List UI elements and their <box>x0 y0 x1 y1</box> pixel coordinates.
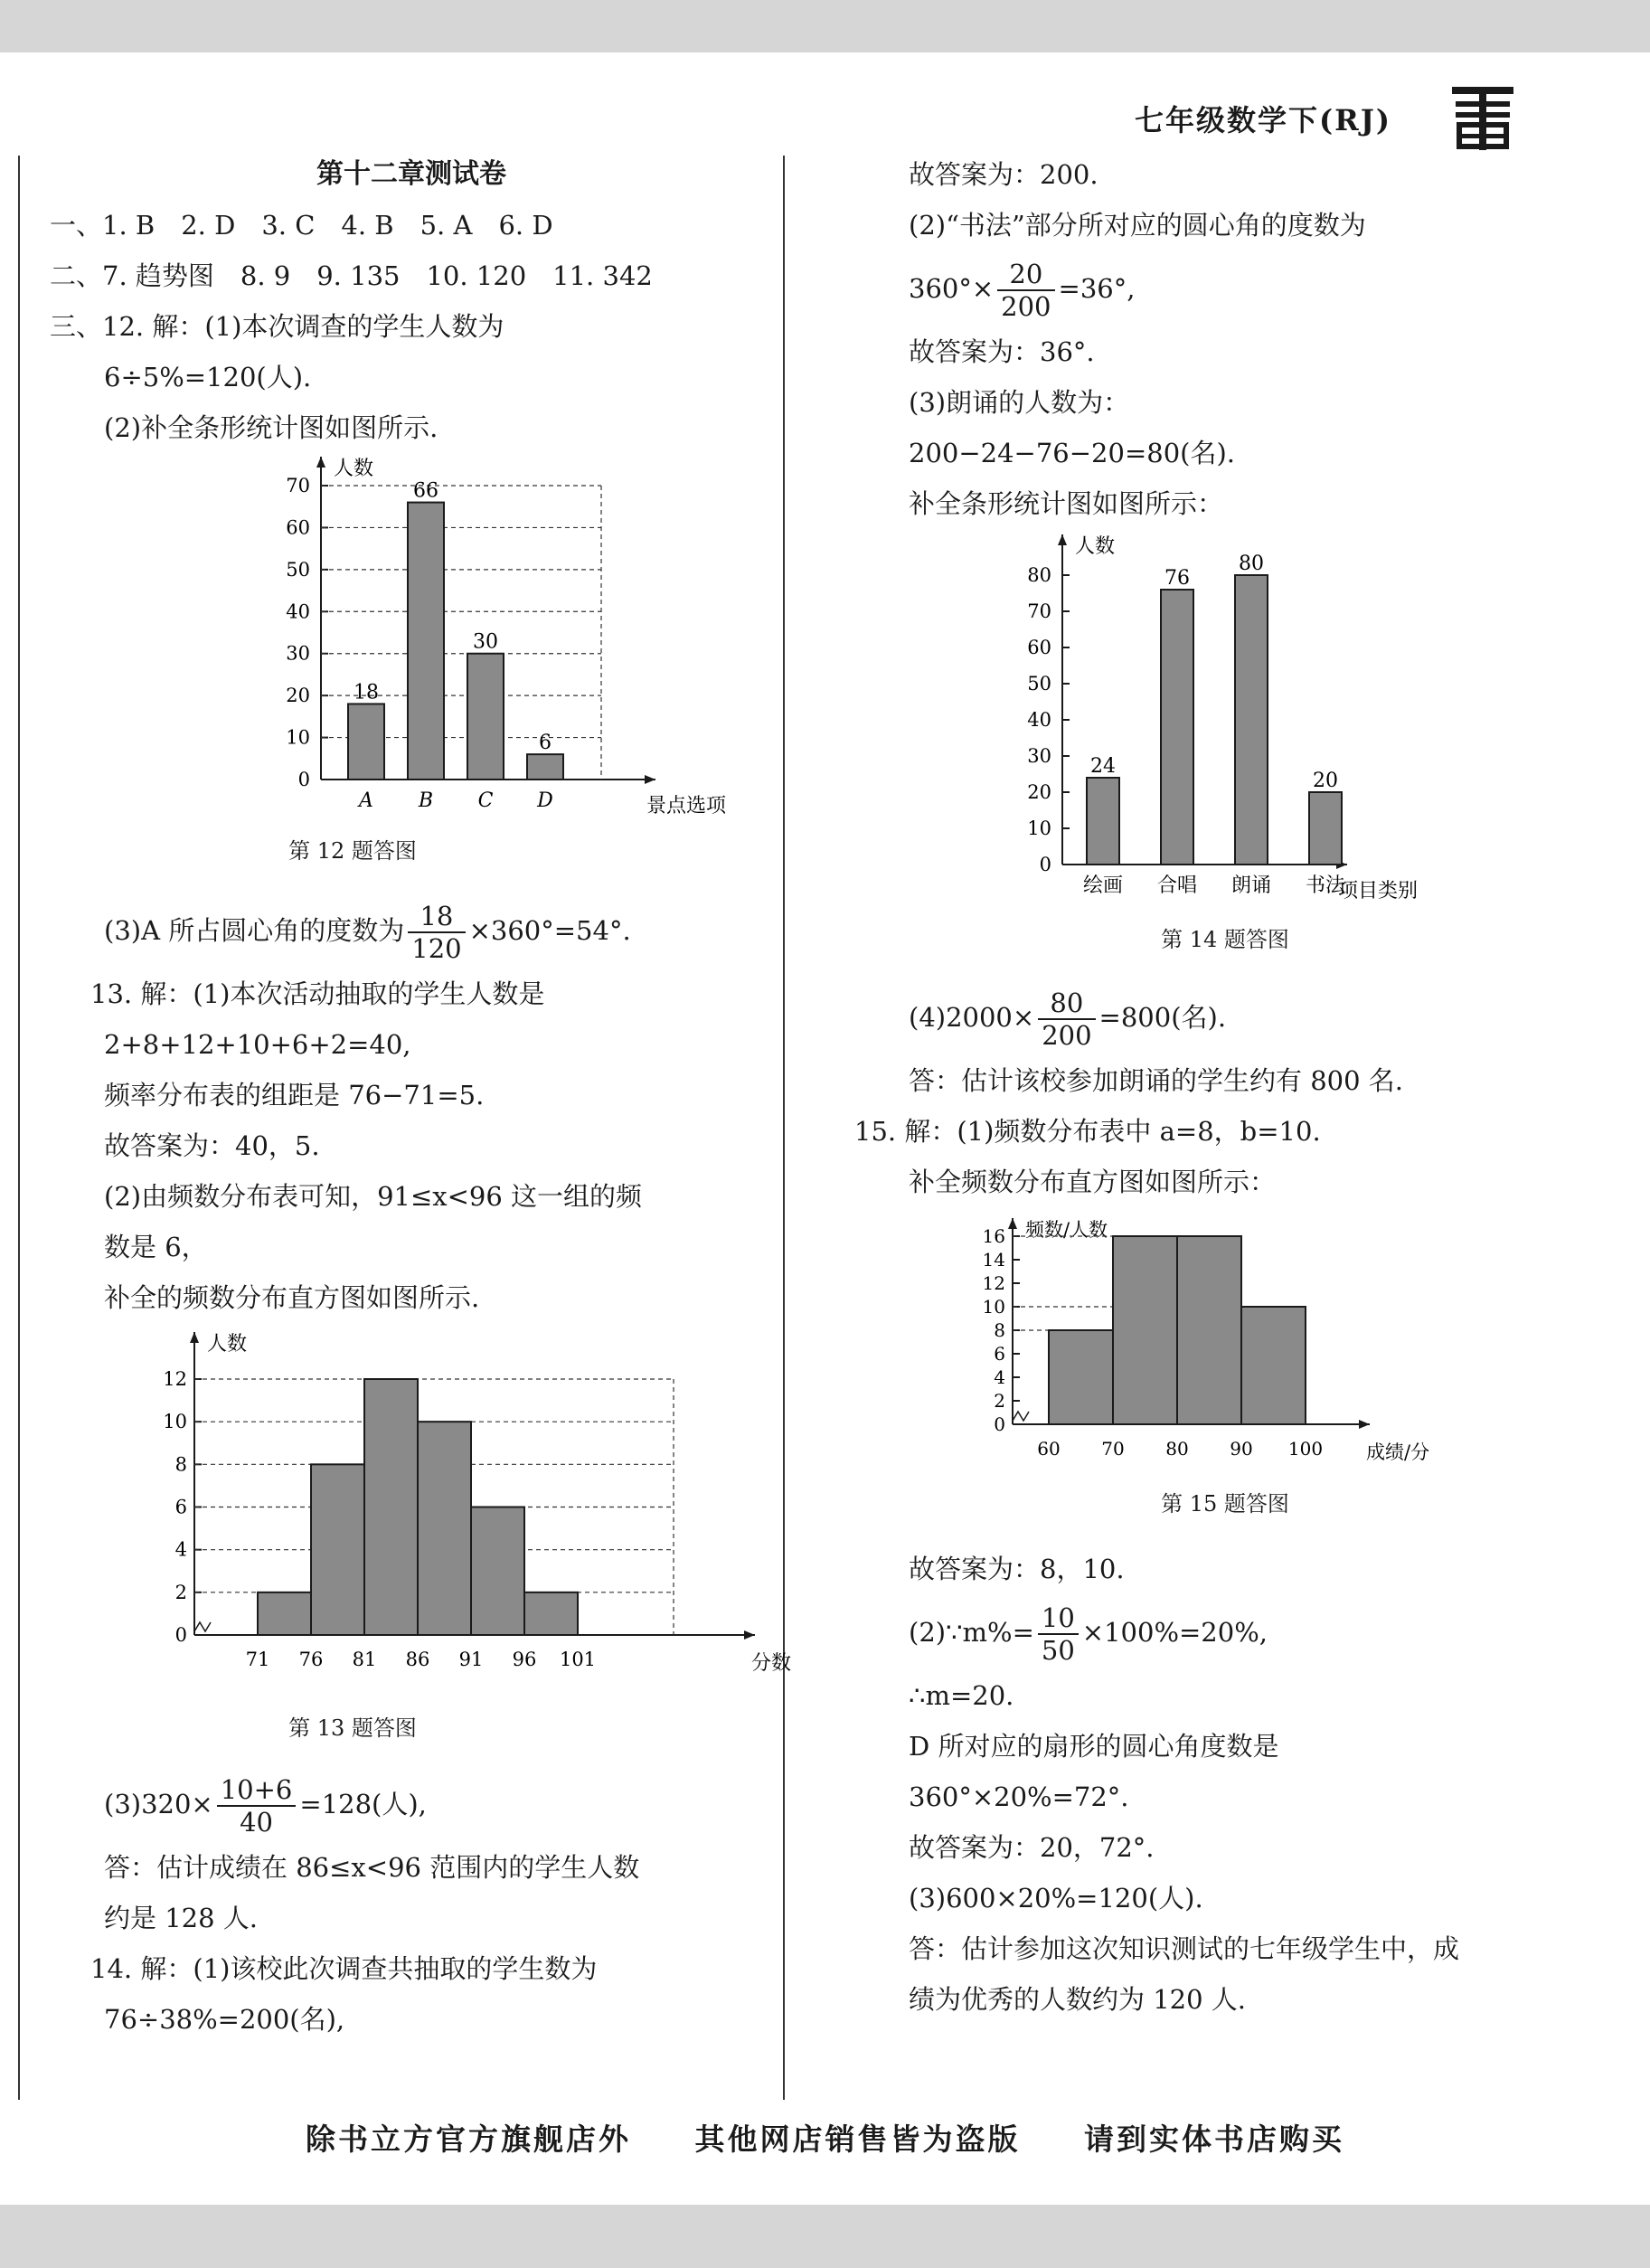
q15-line10: 绩为优秀的人数约为 120 人. <box>909 1984 1247 2015</box>
y-tick-label: 60 <box>1027 637 1051 658</box>
q13-l7b: =128(人), <box>299 1789 427 1819</box>
frac-den: 50 <box>1038 1633 1079 1666</box>
y-tick-label: 14 <box>982 1249 1005 1271</box>
q15-line2: 故答案为：8，10. <box>909 1554 1125 1584</box>
fig14-caption: 第 14 题答图 <box>1161 927 1289 952</box>
bar <box>467 654 504 780</box>
x-tick-label: D <box>537 789 553 812</box>
y-tick-label: 0 <box>297 769 310 790</box>
y-axis-label: 频数/人数 <box>1025 1219 1108 1241</box>
x-tick-label: 101 <box>559 1649 597 1670</box>
fill-answers: 二、7. 趋势图 8. 9 9. 135 10. 120 11. 342 <box>50 260 653 291</box>
frac-den: 40 <box>217 1805 297 1838</box>
footer-part2: 其他网店销售皆为盗版 <box>694 2122 1021 2157</box>
q14-r8 <box>854 979 1623 1055</box>
q14-r3b: =36°, <box>1058 273 1136 304</box>
data-label: 80 <box>1239 553 1264 575</box>
frac-num: 18 <box>420 901 454 931</box>
chart-fig15 <box>954 1207 1514 1479</box>
y-tick-label: 0 <box>1039 854 1051 875</box>
y-tick-label: 12 <box>982 1272 1005 1294</box>
histogram-bar <box>1177 1236 1241 1424</box>
q12-l3a: (3)A 所占圆心角的度数为 <box>104 915 405 946</box>
x-axis-arrow <box>645 775 655 784</box>
q15-line3 <box>854 1594 1623 1670</box>
q14-r3a: 360°× <box>909 273 995 304</box>
y-tick-label: 30 <box>1027 745 1051 767</box>
bar <box>1087 778 1119 865</box>
x-axis-arrow <box>744 1630 755 1640</box>
x-tick-label: 71 <box>245 1649 270 1670</box>
x-tick-label: B <box>418 789 434 812</box>
y-tick-label: 10 <box>982 1296 1005 1318</box>
y-tick-label: 20 <box>1027 781 1051 803</box>
frac-num: 80 <box>1050 988 1084 1018</box>
y-tick-label: 10 <box>163 1411 187 1433</box>
right-column <box>854 149 1623 2025</box>
q14-r7: 补全条形统计图如图所示： <box>909 488 1224 519</box>
fig13-caption: 第 13 题答图 <box>288 1715 417 1741</box>
q14-fraction1 <box>997 259 1054 322</box>
q13-line4: (2)由频数分布表可知，91≤x<96 这一组的频 <box>104 1181 643 1212</box>
x-tick-label: 绘画 <box>1082 874 1124 897</box>
frac-num: 10+6 <box>220 1774 293 1805</box>
q15-line6: 360°×20%=72°. <box>909 1781 1129 1812</box>
top-band <box>0 0 1650 52</box>
y-tick-label: 50 <box>1027 673 1051 695</box>
y-tick-label: 40 <box>286 600 310 623</box>
x-tick-label: 100 <box>1287 1438 1324 1460</box>
q15-line1: 补全频数分布直方图如图所示： <box>909 1167 1277 1197</box>
chart-fig14 <box>958 525 1519 914</box>
q13-fraction <box>217 1774 297 1838</box>
y-tick-label: 2 <box>994 1390 1005 1412</box>
x-axis-label: 项目类别 <box>1338 880 1419 902</box>
q12-line1: 6÷5%=120(人). <box>104 362 312 392</box>
histogram-bar <box>364 1379 418 1635</box>
x-tick-label: 90 <box>1230 1438 1253 1460</box>
footer-part3: 请到实体书店购买 <box>1084 2122 1344 2157</box>
q15-line7: 故答案为：20，72°. <box>909 1832 1155 1863</box>
bar <box>527 754 563 780</box>
q13-line6: 补全的频数分布直方图如图所示. <box>104 1282 480 1313</box>
y-tick-label: 12 <box>163 1368 187 1390</box>
chart-fig12 <box>222 449 728 829</box>
q13-line1: 2+8+12+10+6+2=40, <box>104 1029 411 1060</box>
bar <box>348 704 384 780</box>
q13-line9: 约是 128 人. <box>104 1903 259 1933</box>
q13-head: 13. 解：(1)本次活动抽取的学生人数是 <box>90 978 545 1009</box>
y-tick-label: 0 <box>994 1413 1005 1435</box>
data-label: 20 <box>1313 770 1338 792</box>
q13-line5: 数是 6， <box>104 1232 208 1262</box>
histogram-bar <box>524 1592 578 1635</box>
footer-part1: 除书立方官方旗舰店外 <box>306 2122 631 2157</box>
q15-line8: (3)600×20%=120(人). <box>909 1883 1203 1914</box>
x-axis-label: 成绩/分 <box>1366 1441 1430 1463</box>
y-axis-label: 人数 <box>1075 535 1116 558</box>
y-tick-label: 20 <box>286 685 310 707</box>
y-tick-label: 4 <box>174 1538 187 1561</box>
bar <box>408 503 444 780</box>
y-tick-label: 70 <box>286 475 310 496</box>
y-axis-arrow <box>190 1332 199 1343</box>
x-tick-label: C <box>477 789 494 812</box>
y-tick-label: 0 <box>174 1624 187 1646</box>
frac-num: 10 <box>1041 1602 1075 1633</box>
q14-line1: 76÷38%=200(名), <box>104 2004 345 2035</box>
x-axis-label: 分数 <box>751 1652 792 1675</box>
book-logo-icon <box>1447 83 1519 154</box>
histogram-bar <box>1049 1330 1113 1424</box>
q15-line4: ∴m=20. <box>909 1680 1014 1711</box>
q12-head: 三、12. 解：(1)本次调查的学生人数为 <box>50 311 504 342</box>
q12-line3 <box>50 893 773 969</box>
y-tick-label: 8 <box>174 1453 187 1476</box>
x-axis-label: 景点选项 <box>646 795 727 817</box>
frac-den: 200 <box>1038 1018 1095 1051</box>
bar <box>1235 575 1268 865</box>
q15-head: 15. 解：(1)频数分布表中 a=8，b=10. <box>854 1116 1321 1147</box>
frac-den: 120 <box>408 931 465 964</box>
histogram-bar <box>258 1592 311 1635</box>
y-axis-arrow <box>316 457 325 468</box>
y-axis-label: 人数 <box>334 458 374 480</box>
data-label: 30 <box>473 630 498 654</box>
x-tick-label: 81 <box>352 1649 377 1670</box>
axis-break-icon <box>1013 1412 1029 1421</box>
y-tick-label: 70 <box>1027 600 1051 622</box>
x-tick-label: 合唱 <box>1156 874 1198 897</box>
y-tick-label: 4 <box>994 1366 1005 1388</box>
y-tick-label: 2 <box>174 1581 187 1603</box>
q13-line2: 频率分布表的组距是 76−71=5. <box>104 1080 485 1110</box>
axis-break-icon <box>194 1622 211 1631</box>
y-axis-arrow <box>1058 534 1067 545</box>
histogram-bar <box>311 1464 364 1635</box>
y-tick-label: 6 <box>994 1343 1005 1365</box>
q15-line5: D 所对应的扇形的圆心角度数是 <box>909 1731 1279 1762</box>
q15-line9: 答：估计参加这次知识测试的七年级学生中，成 <box>909 1933 1460 1964</box>
q14-r9: 答：估计该校参加朗诵的学生约有 800 名. <box>909 1065 1404 1096</box>
x-tick-label: 86 <box>405 1649 430 1670</box>
bottom-band <box>0 2205 1650 2268</box>
q12-l3b: ×360°=54°. <box>468 915 631 946</box>
page-header-title: 七年级数学下(RJ) <box>1135 103 1392 137</box>
y-tick-label: 30 <box>286 642 310 665</box>
data-label: 24 <box>1090 755 1116 778</box>
q12-fraction <box>408 901 465 964</box>
x-tick-label: 书法 <box>1305 874 1346 897</box>
footer-notice <box>0 2116 1650 2159</box>
y-tick-label: 6 <box>174 1496 187 1518</box>
x-tick-label: 80 <box>1165 1438 1189 1460</box>
fig15-caption: 第 15 题答图 <box>1161 1491 1289 1517</box>
x-tick-label: 60 <box>1037 1438 1061 1460</box>
q13-line3: 故答案为：40，5. <box>104 1130 320 1161</box>
q15-l3b: ×100%=20%, <box>1081 1617 1268 1648</box>
q14-r6: 200−24−76−20=80(名). <box>909 438 1235 468</box>
q14-r8a: (4)2000× <box>909 1002 1035 1033</box>
column-divider <box>783 156 785 2100</box>
x-tick-label: 76 <box>298 1649 324 1670</box>
y-axis-label: 人数 <box>207 1333 248 1356</box>
q13-line7 <box>50 1766 773 1842</box>
y-tick-label: 16 <box>982 1225 1005 1247</box>
y-tick-label: 80 <box>1027 564 1051 586</box>
histogram-bar <box>1241 1307 1306 1424</box>
left-column <box>50 149 792 2045</box>
data-label: 6 <box>539 732 552 755</box>
bar <box>1161 590 1193 865</box>
q12-line2: (2)补全条形统计图如图所示. <box>104 412 438 443</box>
y-tick-label: 60 <box>286 516 310 539</box>
left-margin-line <box>18 156 20 2100</box>
fig12-caption: 第 12 题答图 <box>288 838 417 864</box>
histogram-bar <box>471 1507 524 1636</box>
data-label: 66 <box>413 479 438 503</box>
q14-r3 <box>854 250 1623 326</box>
q15-fraction <box>1038 1602 1079 1666</box>
q14-fraction2 <box>1038 988 1095 1051</box>
x-tick-label: 70 <box>1101 1438 1125 1460</box>
chart-fig13 <box>158 1323 809 1703</box>
x-tick-label: 朗诵 <box>1230 874 1272 897</box>
frac-den: 200 <box>997 289 1054 322</box>
y-tick-label: 10 <box>286 726 310 749</box>
x-tick-label: A <box>359 789 373 812</box>
bar <box>1309 792 1342 865</box>
histogram-bar <box>1113 1236 1177 1424</box>
data-label: 18 <box>354 681 379 704</box>
x-axis-arrow <box>1359 1420 1370 1429</box>
q14-r5: (3)朗诵的人数为： <box>909 387 1130 418</box>
q13-line8: 答：估计成绩在 86≤x<96 范围内的学生人数 <box>104 1852 640 1883</box>
y-tick-label: 10 <box>1027 817 1051 839</box>
q15-l3a: (2)∵m%= <box>909 1617 1034 1648</box>
q14-head: 14. 解：(1)该校此次调查共抽取的学生数为 <box>90 1953 598 1984</box>
q14-r8b: =800(名). <box>1098 1002 1227 1033</box>
data-label: 76 <box>1164 567 1190 590</box>
y-axis-arrow <box>1008 1218 1017 1229</box>
histogram-bar <box>418 1422 471 1635</box>
x-tick-label: 96 <box>512 1649 537 1670</box>
y-tick-label: 40 <box>1027 709 1051 731</box>
q14-r1: 故答案为：200. <box>909 159 1098 190</box>
q14-r4: 故答案为：36°. <box>909 336 1095 367</box>
frac-num: 20 <box>1009 259 1043 289</box>
q13-l7a: (3)320× <box>104 1789 213 1819</box>
section-title: 第十二章测试卷 <box>316 158 506 190</box>
q14-r2: (2)“书法”部分所对应的圆心角的度数为 <box>909 210 1366 241</box>
y-tick-label: 8 <box>994 1319 1005 1341</box>
y-tick-label: 50 <box>286 558 310 581</box>
choice-answers: 一、1. B 2. D 3. C 4. B 5. A 6. D <box>50 210 553 241</box>
x-tick-label: 91 <box>458 1649 484 1670</box>
